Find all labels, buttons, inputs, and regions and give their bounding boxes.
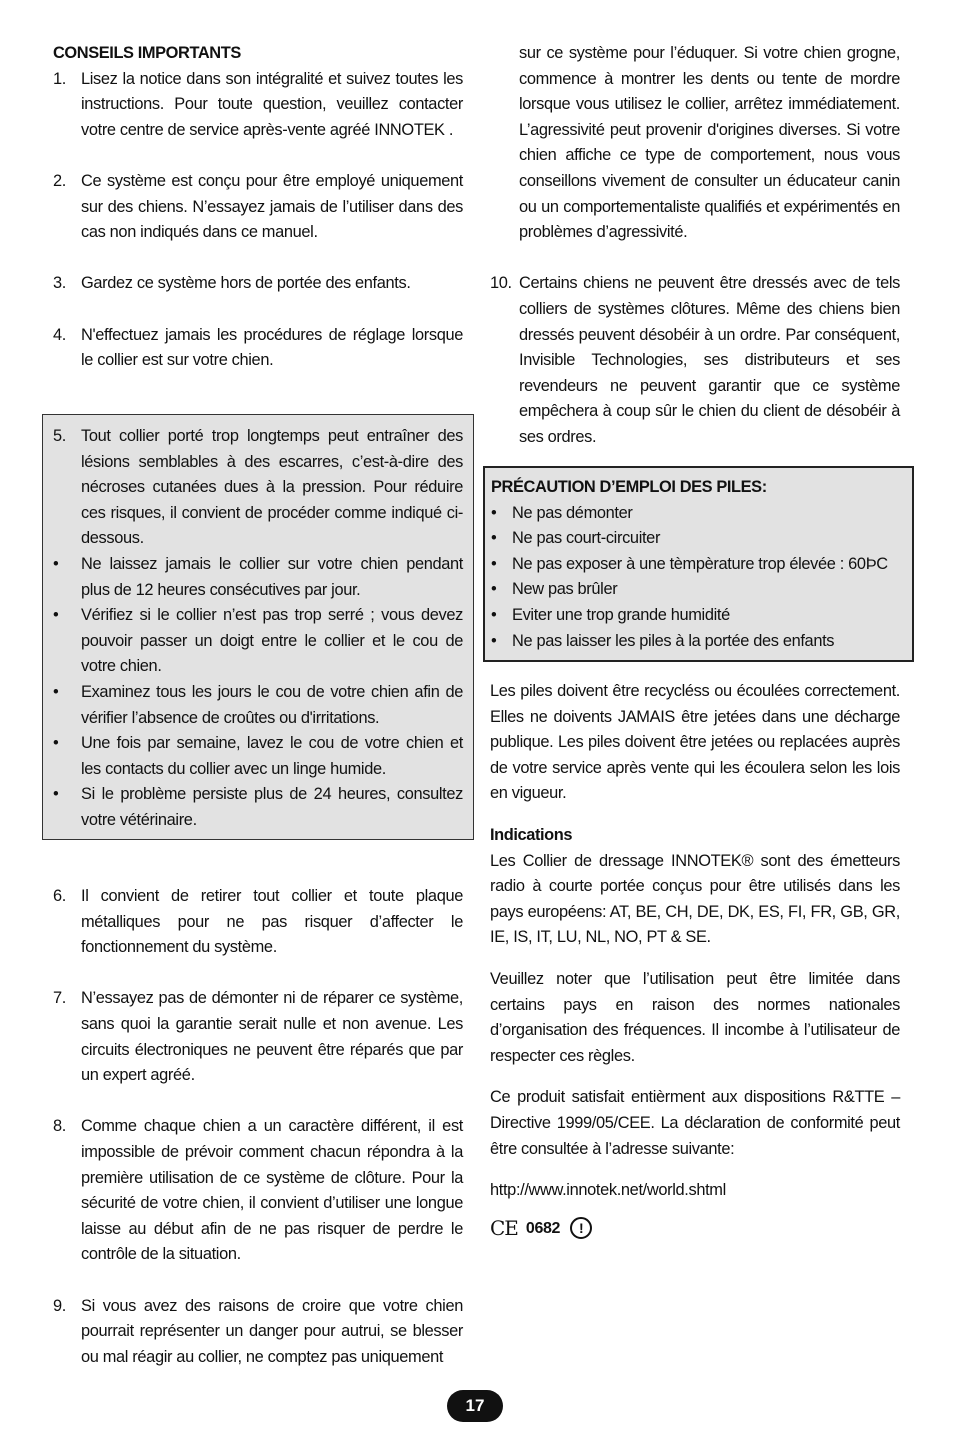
bullet-item [53,603,463,680]
indications-heading: Indications [490,825,573,844]
item-number: 5. [53,427,66,445]
bullet-icon: • [491,554,497,573]
conformity-url: http://www.innotek.net/world.shtml [490,1181,726,1200]
item-number: 8. [53,1117,66,1136]
item-number: 7. [53,989,66,1008]
bullet-item [491,629,906,655]
bullet-item [491,603,906,629]
bullet-item [491,577,906,603]
alert-icon: ! [570,1217,592,1239]
item-text: Ce système est conçu pour être employé uniquement sur des chiens. N’essayez jamais de l’utiliser dans des cas non indiqués dans ce manuel. [81,171,463,242]
bullet-text: New pas brûler [512,580,618,599]
bullet-text: Ne laissez jamais le collier sur votre chien pendant plus de 12 heures consécutives par jour. [81,554,463,599]
bullet-text: Eviter une trop grande humidité [512,605,730,624]
bullet-item [53,680,463,731]
bullet-icon: • [53,554,59,573]
bullet-icon: • [53,682,59,701]
item-text: N’essayez pas de démonter ni de réparer ce système, sans quoi la garantie serait nulle et non avenue. Les circuits électroniques ne peuvent être réparés que par un expert agréé. [81,989,463,1085]
bullet-text: Ne pas laisser les piles à la portée des enfants [512,631,835,650]
item-text: Tout collier porté trop longtemps peut entraîner des lésions semblables à des escarres, c’est-à-dire des nécroses cutanées dues à la pression. Pour réduire ces risques, il convient de procéder comme indiqué ci-dessous. [81,427,463,548]
item-text: Certains chiens ne peuvent être dressés avec de tels colliers de systèmes clôtures. Même des chiens bien dressés peuvent désobéir à un ordre. Par conséquent, Invisible Technologies, ses distributeurs et ses revendeurs ne peuvent garantir que ce système empêchera à coup sûr le chien du client de désobéir à ses ordres. [519,274,900,446]
bullet-text: Ne pas court-circuiter [512,529,661,548]
item-number: 10. [490,274,512,293]
notified-body-number: 0682 [525,1219,561,1237]
list-item [53,323,463,374]
right-column-lower [490,679,900,1241]
item-number: 6. [53,887,66,905]
bullet-item [53,731,463,782]
item-text: N'effectuez jamais les procédures de réglage lorsque le collier est sur votre chien. [81,325,463,370]
bullet-text: Une fois par semaine, lavez le cou de votre chien et les contacts du collier avec un linge humide. [81,734,463,778]
bullet-text: Ne pas exposer à une tèmpèrature trop élevée : 60ÞC [512,554,888,573]
item-text: Lisez la notice dans son intégralité et suivez toutes les instructions. Pour toute question, veuillez contacter votre centre de service après-vente agréé INNOTEK . [81,69,463,139]
bullet-item [491,552,906,578]
indications-paragraph: Les Collier de dressage INNOTEK® sont des émetteurs radio à courte portée conçus pour être utilisés dans les pays européens: AT, BE, CH, DE, DK, ES, FI, FR, GB, GR, IE, IS, IT, LU, NL, NO, PT & SE. [490,851,900,947]
list-item [490,271,900,450]
section-heading: CONSEILS IMPORTANTS [53,44,241,62]
item-text: Gardez ce système hors de portée des enfants. [81,274,411,293]
ce-mark-icon: CE [490,1215,518,1240]
list-item [53,1294,463,1371]
list-item [53,884,463,961]
bullet-icon: • [53,734,59,753]
item-text: Comme chaque chien a un caractère différent, il est impossible de prévoir comment chacun répondra à la première utilisation de ce système de clôture. Pour la sécurité de votre chien, il convient d’utiliser une longue laisse au début afin de ne pas risquer de perdre le contrôle de la situation. [81,1117,463,1264]
limitation-paragraph: Veuillez noter que l’utilisation peut être limitée dans certains pays en raison des normes nationales d’organisation des fréquences. Il incombe à l’utilisateur de respecter ces règles. [490,969,900,1065]
page-number: 17 [447,1390,503,1422]
bullet-item [53,782,463,833]
left-column-lower [53,884,463,1370]
battery-precaution-content [491,475,906,654]
left-column [53,41,463,374]
bullet-icon: • [491,580,497,599]
bullet-item [491,526,906,552]
bullet-icon: • [491,529,497,548]
right-column-top [490,41,900,451]
bullet-item [491,501,906,527]
item-text: Il convient de retirer tout collier et toute plaque métalliques pour ne pas risquer d’affecter le fonctionnement du système. [81,887,463,957]
list-item [53,169,463,246]
list-item [53,67,463,144]
bullet-icon: • [53,606,59,625]
collar-warning-content [53,424,463,834]
item-number: 1. [53,69,66,88]
list-item [53,1114,463,1268]
bullet-text: Examinez tous les jours le cou de votre chien afin de vérifier l’absence de croûtes ou d'irritations. [81,682,463,727]
item-number: 9. [53,1296,66,1315]
battery-heading: PRÉCAUTION D’EMPLOI DES PILES: [491,478,767,496]
item-number: 4. [53,325,66,344]
bullet-text: Si le problème persiste plus de 24 heures, consultez votre vétérinaire. [81,785,463,829]
bullet-icon: • [53,785,59,804]
bullet-text: Vérifiez si le collier n’est pas trop serré ; vous devez pouvoir passer un doigt entre le collier et le cou de votre chien. [81,606,463,676]
bullet-text: Ne pas démonter [512,503,633,522]
item-text: Si vous avez des raisons de croire que votre chien pourrait représenter un danger pour autrui, se blesser ou mal réagir au collier, ne comptez pas uniquement [81,1296,463,1366]
recycling-paragraph: Les piles doivent être recycléss ou écoulées correctement. Elles ne doivents JAMAIS être jetées dans une décharge publique. Les piles doivent être jetées ou replacées auprès de votre service après vente qui les écoulera selon les lois en vigueur. [490,682,900,803]
list-item [53,424,463,552]
rtte-paragraph: Ce produit satisfait entièrment aux dispositions R&TTE – Directive 1999/05/CEE. La déclaration de conformité peut être consultée à l’adresse suivante: [490,1088,900,1158]
item-number: 2. [53,171,66,190]
list-item [53,986,463,1088]
item-number: 3. [53,274,66,293]
item-continuation: sur ce système pour l’éduquer. Si votre chien grogne, commence à montrer les dents ou tente de mordre lorsque vous utilisez le collier, arrêtez immédiatement. L’agressivité peut provenir d'origines diverses. Si votre chien affiche ce type de comportement, nous vous conseillons vivement de consulter un éducateur canin ou un comportementaliste qualifiés et expérimentés en problèmes d’agressivité. [519,44,900,242]
bullet-icon: • [491,605,497,624]
bullet-icon: • [491,503,497,522]
certification-marks [490,1216,900,1242]
list-item [53,271,463,297]
bullet-icon: • [491,631,497,650]
bullet-item [53,552,463,603]
